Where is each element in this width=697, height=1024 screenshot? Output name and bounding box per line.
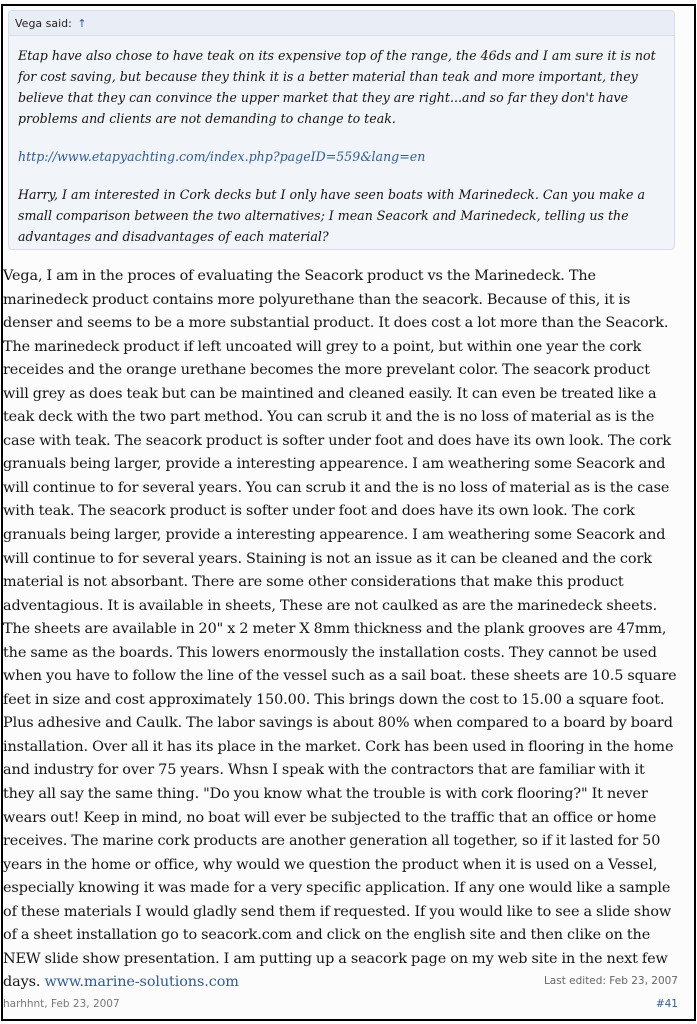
quote-header	[9, 11, 674, 36]
post-container	[1, 4, 696, 1021]
quote-block	[8, 10, 675, 250]
jump-to-quote-icon[interactable]: ↑	[77, 17, 87, 30]
post-permalink[interactable]: #41	[655, 998, 678, 1010]
post-text: Vega, I am in the proces of evaluating the Seacork product vs the Marinedeck. The marinedeck product contains more polyurethane than the seacork. Because of this, it is denser and seems to be a more substantial product. It does cost a lot more than the Seacork. The marinedeck product if left uncoated will grey to a point, but within one year the cork receides and the orange urethane becomes the more prevelant color. The seacork product will grey as does teak but can be maintined and cleaned easily. It can even be treated like a teak deck with the two part method. You can scrub it and the is no loss of material as is the case with teak. The seacork product is softer under foot and does have its own look. The cork granuals being larger, provide a interesting appearence. I am weathering some Seacork and will continue to for several years. You can scrub it and the is no loss of material as is the case with teak. The seacork product is softer under foot and does have its own look. The cork granuals being larger, provide a interesting appearence. I am weathering some Seacork and will continue to for several years. Staining is not an issue as it can be cleaned and the cork material is not absorbant. There are some other considerations that make this product adventagious. It is available in sheets, These are not caulked as are the marinedeck sheets. The sheets are available in 20" x 2 meter X 8mm thickness and the plank grooves are 47mm, the same as the boards. This lowers enormously the installation costs. They cannot be used when you have to follow the line of the vessel such as a sail boat. these sheets are 10.5 square feet in size and cost approximately 150.00. This brings down the cost to 15.00 a square foot. Plus adhesive and Caulk. The labor savings is about 80% when compared to a board by board installation. Over all it has its place in the market. Cork has been used in flooring in the home and industry for over 75 years. Whsn I speak with the contractors that are familiar with it they all say the same thing. "Do you know what the trouble is with cork flooring?" It never wears out! Keep in mind, no boat will ever be subjected to the traffic that an office or home receives. The marine cork products are another generation all together, so if it lasted for 50 years in the home or office, why would we question the product when it is used on a Vessel, especially knowing it was made for a very specific application. If any one would like a sample of these materials I would gladly send them if requested. If you would like to see a slide show of a sheet installation go to seacork.com and click on the english site and then clike on the NEW slide show presentation. I am putting up a seacork page on my web site in the next few days.	[3, 268, 677, 991]
post-link[interactable]: www.marine-solutions.com	[44, 974, 239, 991]
quote-body	[9, 36, 674, 247]
last-edited: Last edited: Feb 23, 2007	[543, 975, 678, 987]
post-message	[3, 265, 679, 995]
quote-link[interactable]: http://www.etapyachting.com/index.php?pageID=559&lang=en	[18, 149, 426, 164]
quote-paragraph: Harry, I am interested in Cork decks but I only have seen boats with Marinedeck. Can you make a small comparison between the two alternatives; I mean Seacork and Marinedeck, telling us the advantages and disadvantages of each material?	[18, 187, 645, 244]
quote-paragraph: Etap have also chose to have teak on its expensive top of the range, the 46ds and I am sure it is not for cost saving, but because they think it is a better material than teak and more important, they believe that they can convince the upper market that they are right...and so far they don't have problems and clients are not demanding to change to teak.	[18, 48, 656, 126]
post-author-date[interactable]: harhhnt, Feb 23, 2007	[3, 998, 120, 1010]
quote-author: Vega said:	[15, 17, 72, 30]
